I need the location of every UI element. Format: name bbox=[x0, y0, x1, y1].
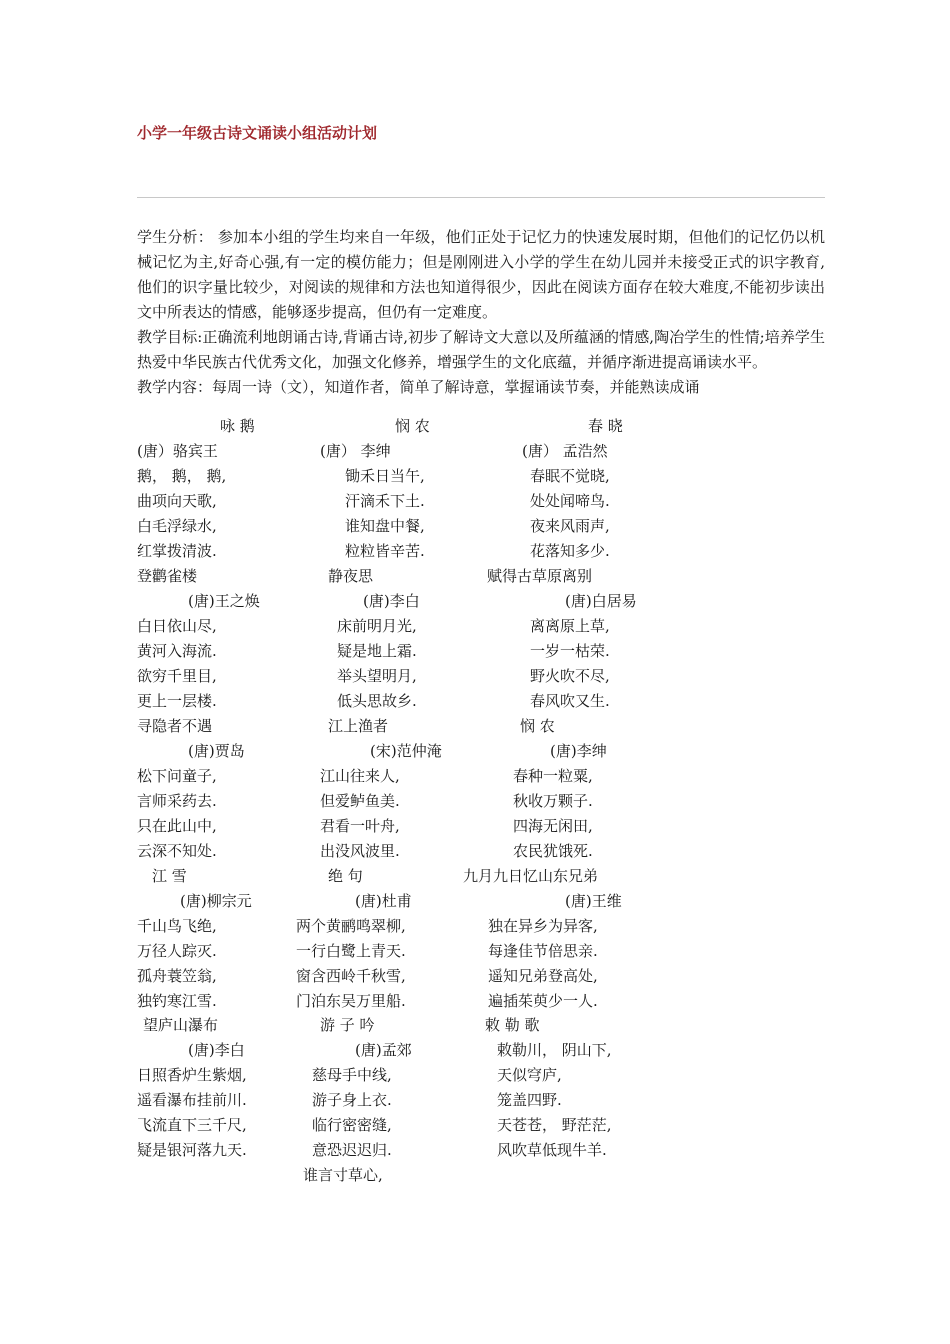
poem-line: 处处闻啼鸟. bbox=[530, 492, 610, 510]
poem-line: 花落知多少. bbox=[530, 542, 610, 560]
poem-line: 独钓寒江雪. bbox=[137, 992, 217, 1010]
poem-title: 春 晓 bbox=[588, 417, 623, 435]
poem-line: 白毛浮绿水, bbox=[137, 517, 217, 535]
poem-line: 床前明月光, bbox=[337, 617, 417, 635]
poem-author: (唐） 李绅 bbox=[320, 442, 391, 460]
teaching-goals-paragraph: 教学目标:正确流利地朗诵古诗,背诵古诗,初步了解诗文大意以及所蕴涵的情感,陶冶学生的性情;培养学生热爱中华民族古代优秀文化，加强文化修养，增强学生的文化底蕴，并循序渐进提高诵读水平。 bbox=[137, 328, 825, 371]
poem-line: 红掌拨清波. bbox=[137, 542, 217, 560]
poem-title: 九月九日忆山东兄弟 bbox=[463, 867, 599, 885]
poem-line: 春风吹又生. bbox=[530, 692, 610, 710]
poem-line: 谁知盘中餐, bbox=[345, 517, 425, 535]
poem-line: 黄河入海流. bbox=[137, 642, 217, 660]
poem-line: 疑是银河落九天. bbox=[137, 1141, 247, 1159]
poem-title: 望庐山瀑布 bbox=[143, 1016, 219, 1034]
poem-author: (唐)李绅 bbox=[550, 742, 607, 760]
poem-line: 遥看瀑布挂前川. bbox=[137, 1091, 247, 1109]
poem-line: 更上一层楼. bbox=[137, 692, 217, 710]
poem-author: (唐)杜甫 bbox=[355, 892, 412, 910]
poem-line: 孤舟蓑笠翁, bbox=[137, 967, 217, 985]
poem-title: 绝 句 bbox=[328, 867, 363, 885]
poem-line: 一岁一枯荣. bbox=[530, 642, 610, 660]
poem-author: (唐)白居易 bbox=[565, 592, 637, 610]
poem-author: (唐)柳宗元 bbox=[180, 892, 252, 910]
poem-author: 敕勒川， 阴山下, bbox=[497, 1041, 612, 1059]
student-analysis-paragraph: 学生分析： 参加本小组的学生均来自一年级，他们正处于记忆力的快速发展时期，但他们的记忆仍以机械记忆为主,好奇心强,有一定的模仿能力；但是刚刚进入小学的学生在幼儿园并未接受正式的识字教育,他们的识字量比较少，对阅读的规律和方法也知道得很少，因此在阅读方面存在较大难度,不能初步读出文中所表达的情感，能够逐步提高，但仍有一定难度。 bbox=[137, 228, 825, 321]
poem-line: 言师采药去. bbox=[137, 792, 217, 810]
poem-line: 飞流直下三千尺, bbox=[137, 1116, 247, 1134]
poem-line: 谁言寸草心, bbox=[303, 1166, 383, 1184]
poem-line: 笼盖四野. bbox=[497, 1091, 562, 1109]
poem-line: 千山鸟飞绝, bbox=[137, 917, 217, 935]
poem-line: 江山往来人, bbox=[320, 767, 400, 785]
poem-line: 君看一叶舟, bbox=[320, 817, 400, 835]
poem-line: 野火吹不尽, bbox=[530, 667, 610, 685]
poem-line: 离离原上草, bbox=[530, 617, 610, 635]
poem-line: 意恐迟迟归. bbox=[312, 1141, 392, 1159]
poem-line: 独在异乡为异客, bbox=[488, 917, 598, 935]
poem-line: 白日依山尽, bbox=[137, 617, 217, 635]
poem-line: 粒粒皆辛苦. bbox=[345, 542, 425, 560]
poem-author: (唐)贾岛 bbox=[188, 742, 245, 760]
poem-author: (宋)范仲淹 bbox=[370, 742, 442, 760]
poem-title: 悯 农 bbox=[520, 717, 555, 735]
poem-title: 游 子 吟 bbox=[320, 1016, 375, 1034]
poem-title: 敕 勒 歌 bbox=[485, 1016, 540, 1034]
poem-line: 四海无闲田, bbox=[513, 817, 593, 835]
poem-author: (唐） 孟浩然 bbox=[522, 442, 608, 460]
poem-author: (唐）骆宾王 bbox=[137, 442, 218, 460]
document-title: 小学一年级古诗文诵读小组活动计划 bbox=[137, 124, 378, 142]
poem-line: 遥知兄弟登高处, bbox=[488, 967, 598, 985]
poem-line: 只在此山中, bbox=[137, 817, 217, 835]
poem-line: 日照香炉生紫烟, bbox=[137, 1066, 247, 1084]
poem-line: 临行密密缝, bbox=[312, 1116, 392, 1134]
poem-line: 门泊东吴万里船. bbox=[296, 992, 406, 1010]
poem-line: 疑是地上霜. bbox=[337, 642, 417, 660]
poem-line: 秋收万颗子. bbox=[513, 792, 593, 810]
poem-line: 一行白鹭上青天. bbox=[296, 942, 406, 960]
poem-line: 夜来风雨声, bbox=[530, 517, 610, 535]
poem-author: (唐)孟郊 bbox=[355, 1041, 412, 1059]
poem-line: 万径人踪灭. bbox=[137, 942, 217, 960]
poem-line: 两个黄鹂鸣翠柳, bbox=[296, 917, 406, 935]
poem-line: 春眠不觉晓, bbox=[530, 467, 610, 485]
poem-line: 鹅， 鹅， 鹅, bbox=[137, 467, 227, 485]
poem-line: 天苍苍， 野茫茫, bbox=[497, 1116, 612, 1134]
poem-title: 悯 农 bbox=[395, 417, 430, 435]
poem-line: 农民犹饿死. bbox=[513, 842, 593, 860]
poem-line: 云深不知处. bbox=[137, 842, 217, 860]
poem-line: 松下问童子, bbox=[137, 767, 217, 785]
poem-author: (唐)王维 bbox=[565, 892, 622, 910]
poem-line: 汗滴禾下土. bbox=[345, 492, 425, 510]
poem-line: 锄禾日当午, bbox=[345, 467, 425, 485]
poem-title: 静夜思 bbox=[328, 567, 374, 585]
poem-author: (唐)王之焕 bbox=[188, 592, 260, 610]
poem-line: 天似穹庐, bbox=[497, 1066, 562, 1084]
poem-line: 慈母手中线, bbox=[312, 1066, 392, 1084]
poem-line: 每逢佳节倍思亲. bbox=[488, 942, 598, 960]
poem-line: 风吹草低现牛羊. bbox=[497, 1141, 607, 1159]
poem-author: (唐)李白 bbox=[363, 592, 420, 610]
poem-title: 寻隐者不遇 bbox=[137, 717, 213, 735]
poem-line: 遍插茱萸少一人. bbox=[488, 992, 598, 1010]
teaching-content-paragraph: 教学内容：每周一诗（文），知道作者，简单了解诗意，掌握诵读节奏，并能熟读成诵 bbox=[137, 378, 700, 396]
poem-line: 举头望明月, bbox=[337, 667, 417, 685]
poem-author: (唐)李白 bbox=[188, 1041, 245, 1059]
poem-line: 春种一粒粟, bbox=[513, 767, 593, 785]
poem-line: 出没风波里. bbox=[320, 842, 400, 860]
poem-title: 赋得古草原离别 bbox=[487, 567, 593, 585]
poem-title: 江上渔者 bbox=[328, 717, 389, 735]
poem-title: 江 雪 bbox=[152, 867, 187, 885]
poem-line: 低头思故乡. bbox=[337, 692, 417, 710]
poem-title: 咏 鹅 bbox=[220, 417, 255, 435]
poem-line: 游子身上衣. bbox=[312, 1091, 392, 1109]
poem-title: 登鹳雀楼 bbox=[137, 567, 198, 585]
poem-line: 但爱鲈鱼美. bbox=[320, 792, 400, 810]
poem-line: 曲项向天歌, bbox=[137, 492, 217, 510]
poem-line: 窗含西岭千秋雪, bbox=[296, 967, 406, 985]
poem-line: 欲穷千里目, bbox=[137, 667, 217, 685]
